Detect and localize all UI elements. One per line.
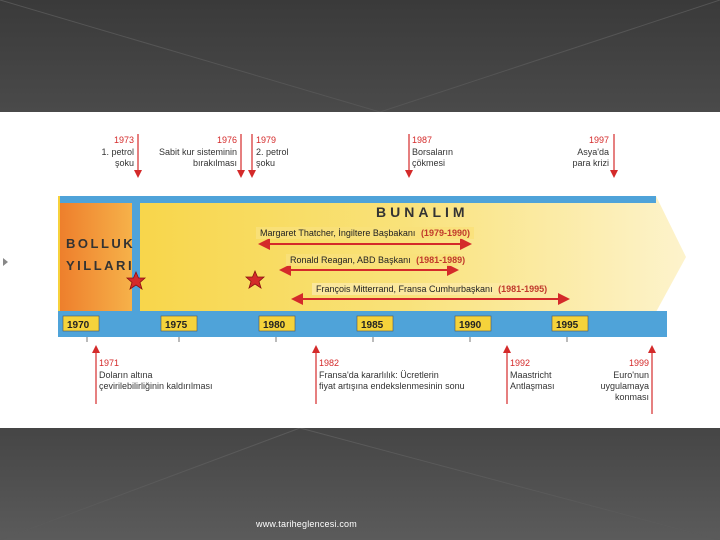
bottom-event-1971 [92, 345, 213, 404]
band-divider [132, 200, 140, 313]
bottom-event-1999-line-2: uygulamaya [600, 381, 649, 391]
bottom-event-1992-year: 1992 [510, 358, 531, 368]
year-box-1990 [455, 316, 491, 331]
bottom-event-1982 [312, 345, 465, 404]
year-box-1975 [161, 316, 197, 331]
top-event-1976-year: 1976 [216, 135, 237, 145]
bolluk-band [60, 202, 136, 312]
bottom-event-1982-year: 1982 [319, 358, 340, 368]
timeline-diagram [0, 112, 720, 428]
band-top-stripe [60, 196, 656, 203]
top-event-1997-line-2: para krizi [572, 158, 609, 168]
leader-mitterrand-period: (1981-1995) [498, 284, 548, 294]
top-event-1973 [101, 134, 142, 178]
bottom-event-1982-line-1: Fransa'da kararlılık: Ücretlerin [319, 370, 439, 380]
top-event-1987-line-1: Borsaların [412, 147, 454, 157]
top-event-1997-line-1: Asya'da [577, 147, 609, 157]
top-event-1973-line-1: 1. petrol [101, 147, 134, 157]
bolluk-line-1: BOLLUK [66, 236, 136, 251]
year-label-1985: 1985 [361, 320, 384, 331]
leader-reagan-name: Ronald Reagan, ABD Başkanı [290, 255, 411, 265]
footer-url[interactable]: www.tariheglencesi.com [256, 519, 357, 529]
year-label-1995: 1995 [556, 320, 579, 331]
top-event-1976-line-2: bırakılması [192, 158, 237, 168]
year-label-1980: 1980 [263, 320, 286, 331]
top-event-1979 [248, 134, 289, 178]
year-label-1990: 1990 [459, 320, 482, 331]
leader-thatcher-period: (1979-1990) [420, 228, 470, 238]
bunalim-label: BUNALIM [376, 204, 469, 220]
top-event-1987-year: 1987 [412, 135, 433, 145]
bottom-event-1999-line-1: Euro'nun [613, 370, 649, 380]
leader-mitterrand-name: François Mitterrand, Fransa Cumhurbaşkanı [316, 284, 493, 294]
bottom-event-1992-line-2: Antlaşması [510, 381, 555, 391]
year-box-1995 [552, 316, 588, 331]
bottom-event-1999-year: 1999 [628, 358, 649, 368]
bottom-event-1999 [600, 345, 656, 414]
year-box-1980 [259, 316, 295, 331]
top-event-1973-year: 1973 [113, 135, 134, 145]
svg-text:Ronald Reagan, ABD Başkanı [290, 255, 465, 265]
top-event-1979-year: 1979 [256, 135, 277, 145]
year-ticks [87, 337, 567, 342]
svg-text:Margaret Thatcher, İngiltere B [260, 228, 470, 238]
bottom-event-1971-year: 1971 [99, 358, 120, 368]
bottom-event-1971-line-2: çevirilebilirliğinin kaldırılması [99, 381, 213, 391]
bolluk-line-2: YILLARI [66, 258, 135, 273]
top-event-1973-line-2: şoku [114, 158, 134, 168]
top-event-1979-line-1: 2. petrol [256, 147, 289, 157]
slide-nav-arrow-icon[interactable] [3, 258, 8, 266]
year-box-1970 [63, 316, 99, 331]
leader-reagan-period: (1981-1989) [416, 255, 466, 265]
bottom-event-1992-line-1: Maastricht [510, 370, 552, 380]
bottom-event-1992 [503, 345, 555, 404]
top-event-1987 [405, 134, 453, 178]
bottom-event-1982-line-2: fiyat artışına endekslenmesinin sonu [319, 381, 465, 391]
top-event-1987-line-2: çökmesi [412, 158, 446, 168]
year-label-1970: 1970 [67, 320, 90, 331]
slide-area [0, 112, 720, 428]
top-event-1997-year: 1997 [588, 135, 609, 145]
top-event-1976 [159, 134, 245, 178]
year-label-1975: 1975 [165, 320, 188, 331]
top-event-1979-line-2: şoku [256, 158, 276, 168]
leader-thatcher-name: Margaret Thatcher, İngiltere Başbakanı [260, 228, 416, 238]
svg-text:François Mitterrand, Fransa Cu [316, 284, 547, 294]
top-event-1976-line-1: Sabit kur sisteminin [158, 147, 237, 157]
year-box-1985 [357, 316, 393, 331]
bottom-event-1971-line-1: Doların altına [99, 370, 153, 380]
top-event-1997 [572, 134, 618, 178]
bottom-event-1999-line-3: konması [614, 392, 649, 402]
